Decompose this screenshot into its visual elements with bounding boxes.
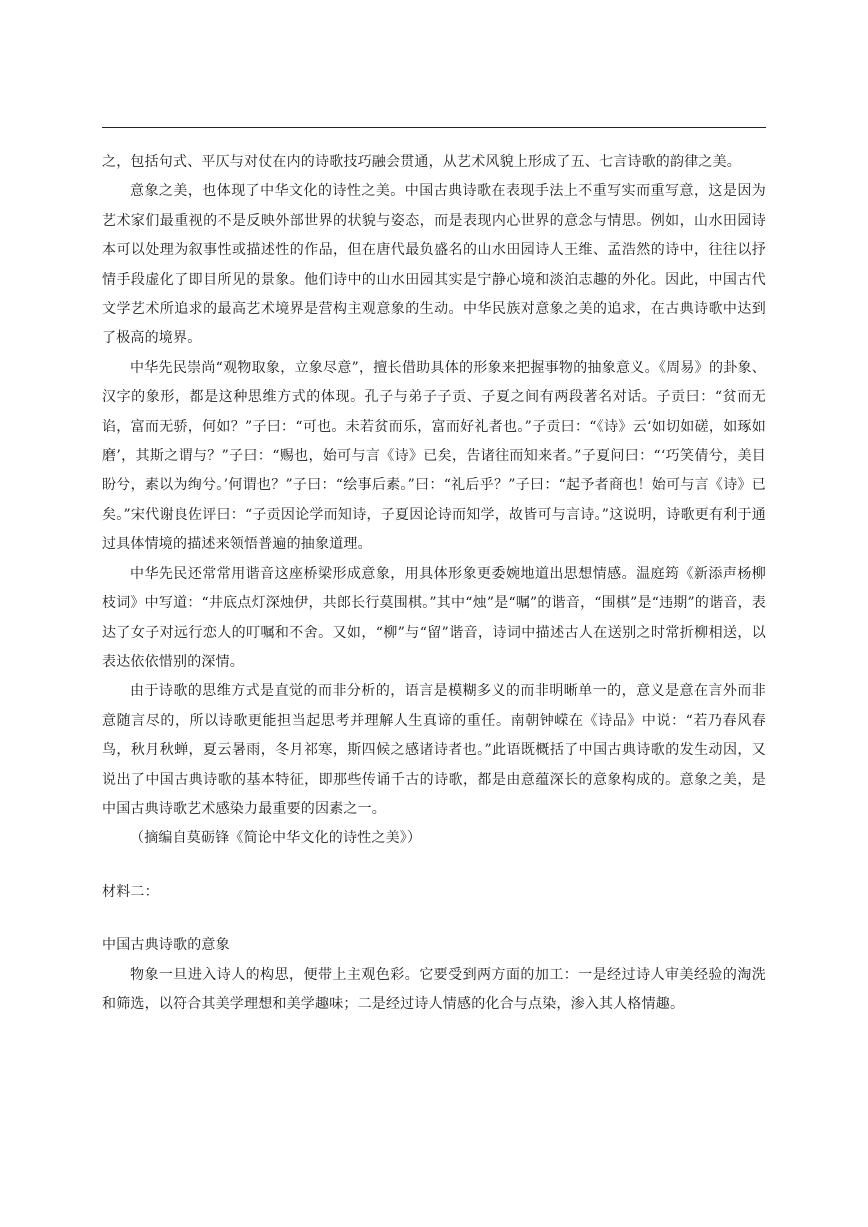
paragraph-continuation: 之，包括句式、平仄与对仗在内的诗歌技巧融会贯通，从艺术风貌上形成了五、七言诗歌的韵律之美。 bbox=[102, 154, 741, 170]
paragraph-homophones: 中华先民还常常用谐音这座桥梁形成意象，用具体形象更委婉地道出思想情感。温庭筠《新添声杨柳枝词》中写道：“井底点灯深烛伊，共郎长行莫围棋。”其中“烛”是“嘱”的谐音，“围棋”是“违期”的谐音，表达了女子对远行恋人的叮嘱和不舍。又如，“柳”与“留”谐音，诗词中描述古人在送别之时常折柳相送，以表达依依惜别的深情。 bbox=[102, 565, 766, 670]
paragraph-confucius-dialogue: 中华先民崇尚“观物取象，立象尽意”，擅长借助具体的形象来把握事物的抽象意义。《周易》的卦象、汉字的象形，都是这种思维方式的体现。孔子与弟子子贡、子夏之间有两段著名对话。子贡曰：“贫而无谄，富而无骄，何如？”子曰：“可也。未若贫而乐，富而好礼者也。”子贡曰：“《诗》云‘如切如磋，如琢如磨’，其斯之谓与？”子曰：“赐也，始可与言《诗》已矣，告诸往而知来者。”子夏问曰：“‘巧笑倩兮，美目盼兮，素以为绚兮。’何谓也？”子曰：“绘事后素。”曰：“礼后乎？”子曰：“起予者商也！始可与言《诗》已矣。”宋代谢良佐评曰：“子贡因论学而知诗，子夏因论诗而知学，故皆可与言诗。”这说明，诗歌更有利于通过具体情境的描述来领悟普遍的抽象道理。 bbox=[102, 359, 766, 553]
material-two-label: 材料二： bbox=[102, 883, 159, 900]
paragraph-object-imagery: 物象一旦进入诗人的构思，便带上主观色彩。它要受到两方面的加工：一是经过诗人审美经验的淘洗和筛选，以符合其美学理想和美学趣味；二是经过诗人情感的化合与点染，渗入其人格情趣。 bbox=[102, 966, 766, 1012]
paragraph-poetic-thinking: 由于诗歌的思维方式是直觉的而非分析的，语言是模糊多义的而非明晰单一的，意义是意在言外而非意随言尽的，所以诗歌更能担当起思考并理解人生真谛的重任。南朝钟嵘在《诗品》中说：“若乃春风春鸟，秋月秋蝉，夏云暑雨，冬月祁寒，斯四候之感诸诗者也。”此语既概括了中国古典诗歌的发生动因，又说出了中国古典诗歌的基本特征，即那些传诵千古的诗歌，都是由意蕴深长的意象构成的。意象之美，是中国古典诗歌艺术感染力最重要的因素之一。 bbox=[102, 683, 766, 817]
document-body bbox=[102, 148, 766, 1019]
header-rule bbox=[102, 127, 766, 128]
paragraph-imagery-beauty: 意象之美，也体现了中华文化的诗性之美。中国古典诗歌在表现手法上不重写实而重写意，这是因为艺术家们最重视的不是反映外部世界的状貌与姿态，而是表现内心世界的意念与情思。例如，山水田园诗本可以处理为叙事性或描述性的作品，但在唐代最负盛名的山水田园诗人王维、孟浩然的诗中，往往以抒情手段虚化了即目所见的景象。他们诗中的山水田园其实是宁静心境和淡泊志趣的外化。因此，中国古代文学艺术所追求的最高艺术境界是营构主观意象的生动。中华民族对意象之美的追求，在古典诗歌中达到了极高的境界。 bbox=[102, 183, 766, 347]
source-citation: （摘编自莫砺锋《简论中华文化的诗性之美》） bbox=[130, 830, 422, 847]
material-two-heading: 中国古典诗歌的意象 bbox=[102, 937, 230, 954]
